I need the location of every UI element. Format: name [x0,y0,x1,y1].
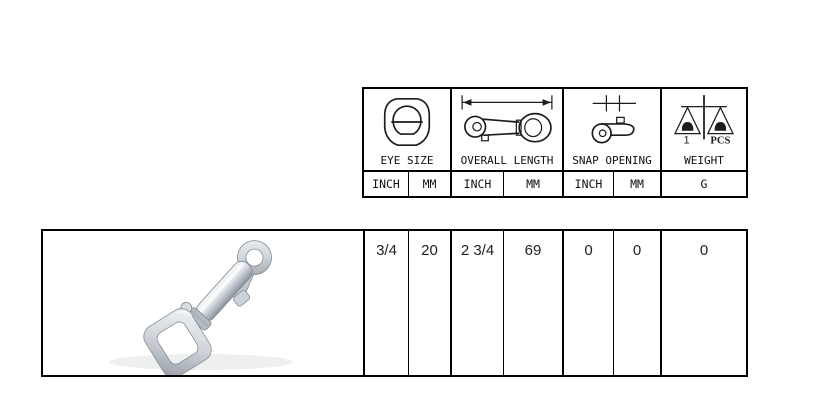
eye-size-icon [381,94,433,150]
value-eye-size-mm: 20 [408,231,450,375]
weight-left-pan-label: 1 [683,134,690,147]
column-label-eye-size: EYE SIZE [380,154,434,167]
column-label-snap-opening: SNAP OPENING [572,154,652,167]
unit-weight-g: G [660,172,746,196]
unit-snap-opening-inch: INCH [562,172,613,196]
weight-right-pan-label: PCS [710,135,731,147]
unit-snap-opening-mm: MM [613,172,660,196]
product-image-cell [43,231,363,375]
unit-eye-size-inch: INCH [372,177,400,191]
unit-overall-length-mm: MM [503,172,562,196]
snap-opening-icon [575,94,649,152]
column-group-overall-length [450,89,562,172]
value-snap-opening-mm: 0 [613,231,660,375]
weight-scale-icon [668,94,740,152]
spec-header-table [362,87,748,198]
value-weight-g: 0 [660,231,746,375]
column-group-snap-opening [562,89,660,172]
value-overall-length-mm: 69 [503,231,562,375]
column-group-eye-size [364,89,450,172]
product-data-table [41,229,748,377]
column-label-weight: WEIGHT [684,154,724,167]
value-eye-size-inch: 3/4 [363,231,408,375]
overall-length-icon [456,94,558,152]
column-label-overall-length: OVERALL LENGTH [460,154,554,167]
value-overall-length-inch: 2 3/4 [450,231,503,375]
unit-eye-size-mm: MM [408,172,450,196]
value-snap-opening-inch: 0 [562,231,613,375]
column-group-weight [660,89,746,172]
unit-overall-length-inch: INCH [450,172,503,196]
product-image-swivel-eye-bolt-snap [43,231,363,375]
